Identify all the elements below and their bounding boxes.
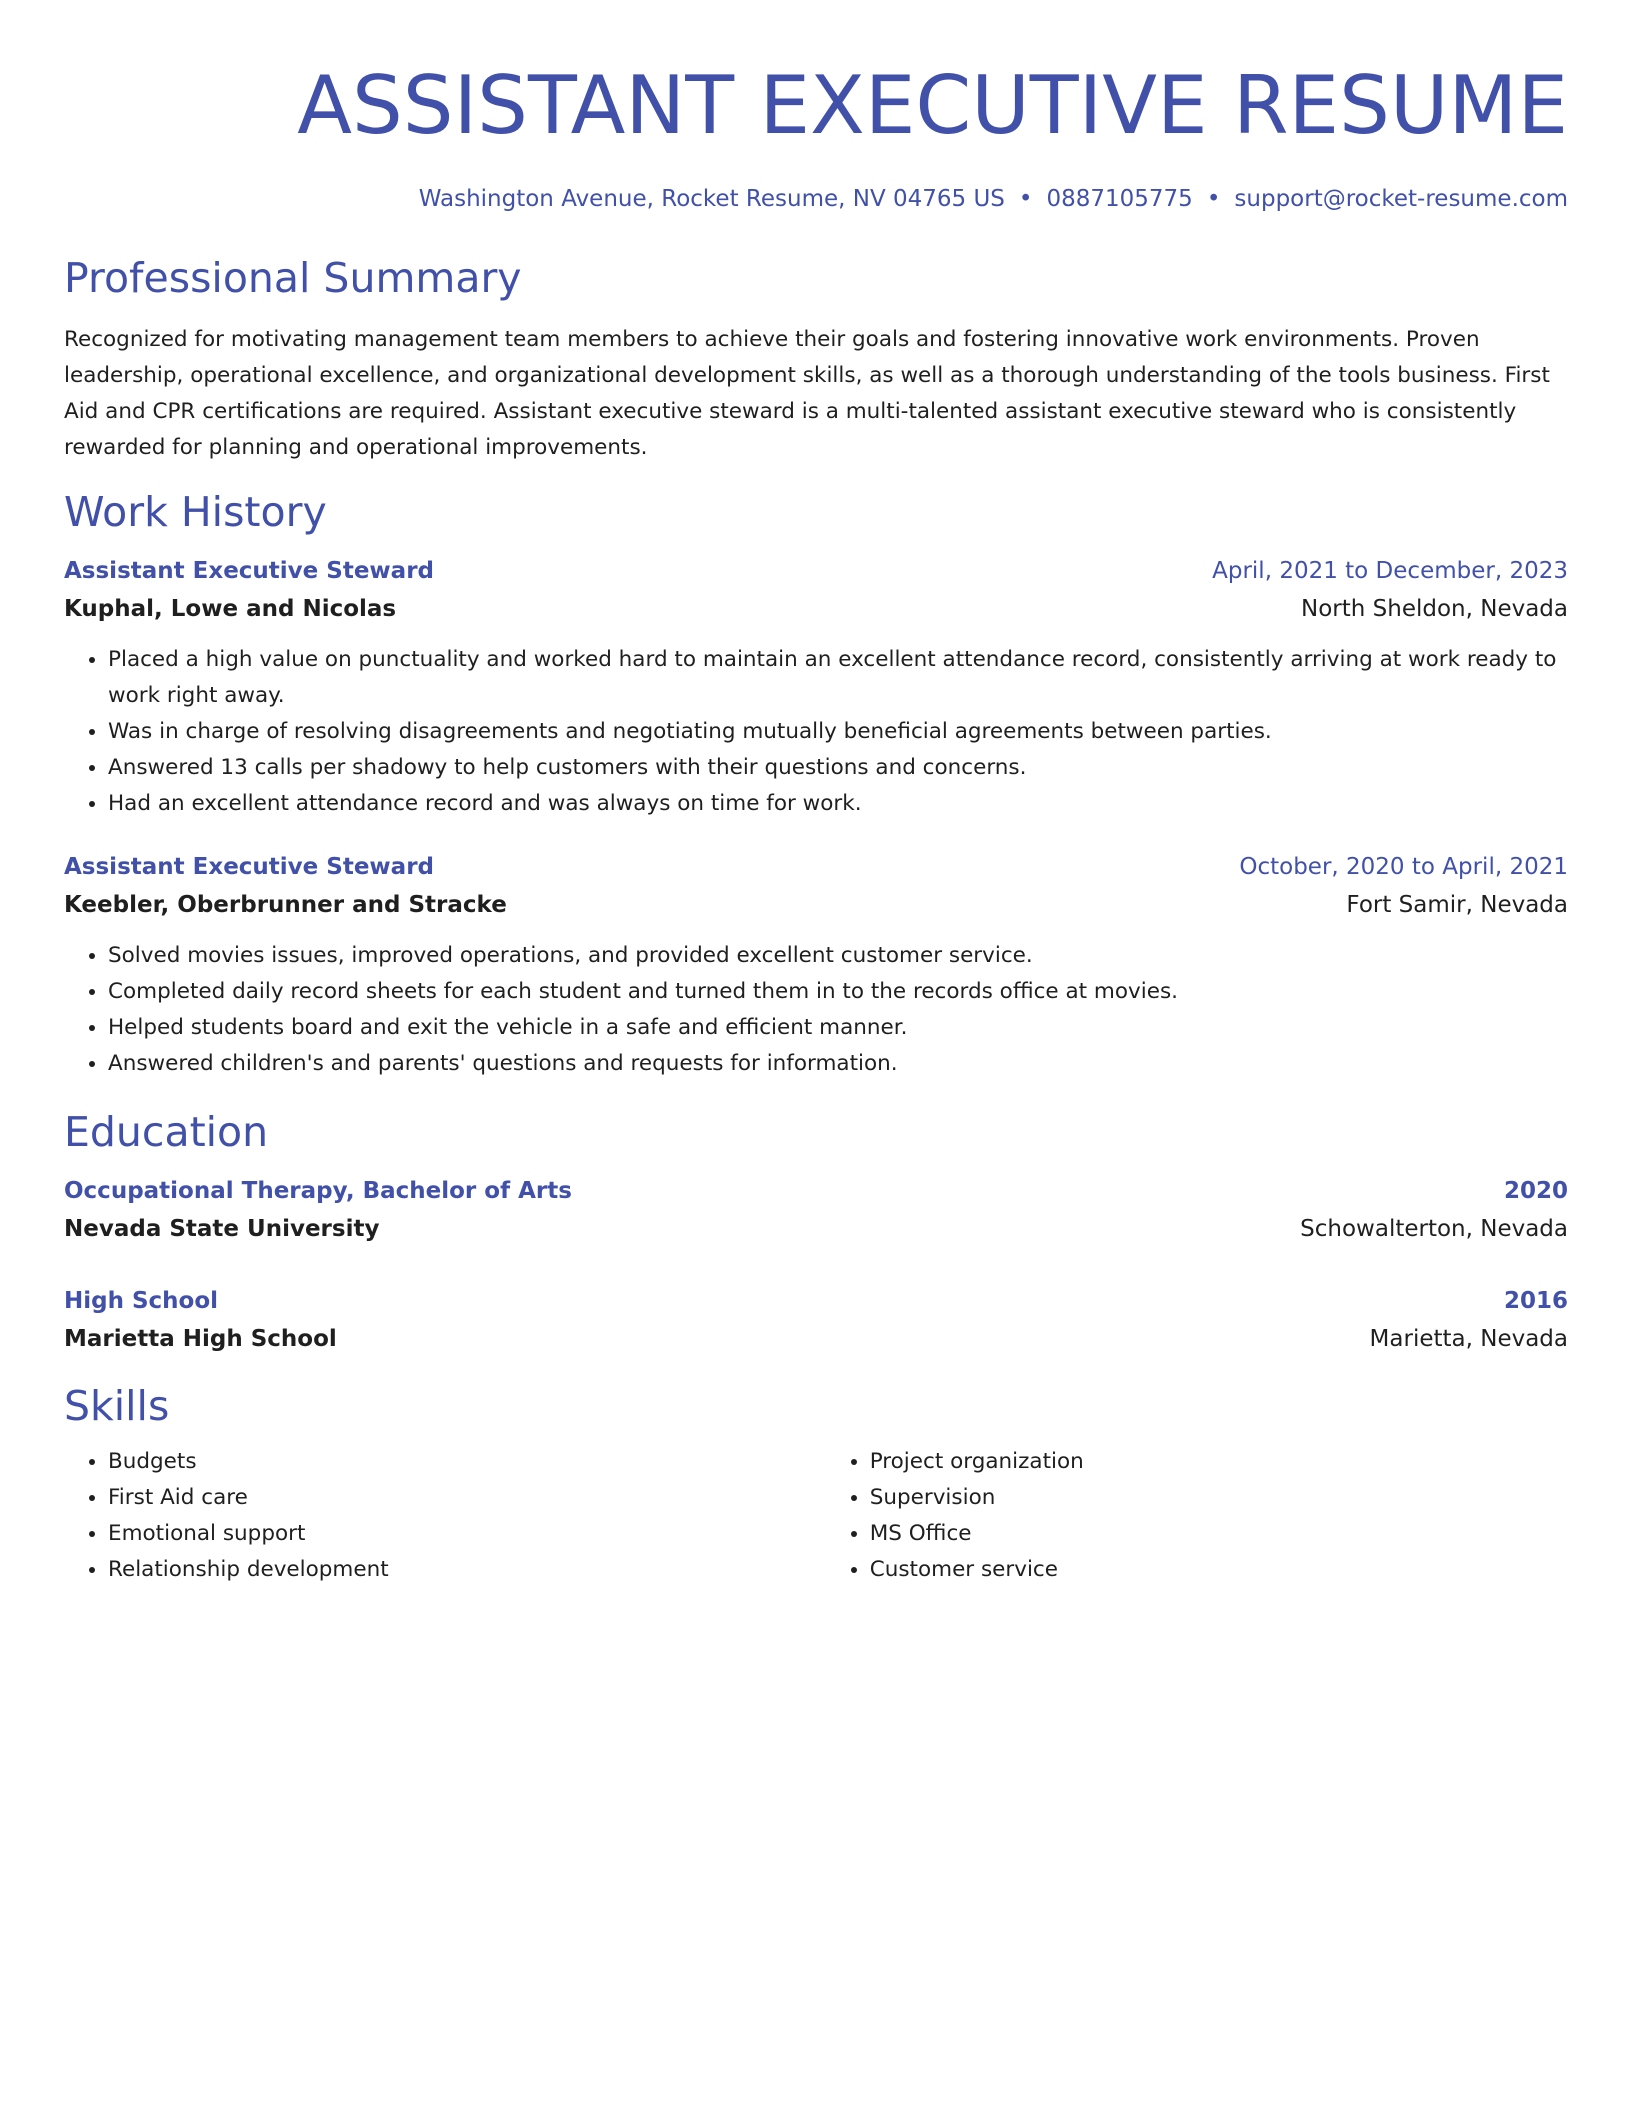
education-year: 2016 <box>1503 1288 1568 1314</box>
education-school-row <box>64 1210 1568 1248</box>
job-bullet: • Was in charge of resolving disagreements and negotiating mutually beneficial agreements between parties. <box>108 714 1568 750</box>
contact-email: support@rocket-resume.com <box>1234 186 1568 212</box>
education-school-row <box>64 1320 1568 1358</box>
job-bullet: • Had an excellent attendance record and was always on time for work. <box>108 786 1568 822</box>
skill-item: • Customer service <box>870 1552 1568 1588</box>
education-school: Marietta High School <box>64 1326 337 1352</box>
education-entry <box>64 1172 1568 1248</box>
job-dates: April, 2021 to December, 2023 <box>1212 558 1568 584</box>
job-role: Assistant Executive Steward <box>64 854 435 880</box>
job-bullets <box>64 642 1568 822</box>
work-history-heading: Work History <box>64 488 327 536</box>
contact-phone: 0887105775 <box>1046 186 1193 212</box>
job-bullet: • Answered 13 calls per shadowy to help customers with their questions and concerns. <box>108 750 1568 786</box>
job-company: Kuphal, Lowe and Nicolas <box>64 596 397 622</box>
contact-line <box>64 184 1568 214</box>
job-bullet: • Solved movies issues, improved operations, and provided excellent customer service. <box>108 938 1568 974</box>
skill-item: • Relationship development <box>108 1552 826 1588</box>
job-bullets <box>64 938 1568 1082</box>
education-entry <box>64 1282 1568 1358</box>
education-location: Marietta, Nevada <box>1369 1326 1568 1352</box>
education-school: Nevada State University <box>64 1216 380 1242</box>
job-company-row <box>64 590 1568 628</box>
skills-heading: Skills <box>64 1382 170 1430</box>
resume-title: ASSISTANT EXECUTIVE RESUME <box>297 59 1568 152</box>
skill-item: • Project organization <box>870 1444 1568 1480</box>
education-degree: Occupational Therapy, Bachelor of Arts <box>64 1178 572 1204</box>
skills-list-left <box>64 1444 826 1588</box>
job-header-row <box>64 552 1568 590</box>
education-header-row <box>64 1282 1568 1320</box>
education-degree: High School <box>64 1288 219 1314</box>
contact-separator: • <box>1206 186 1221 212</box>
job-bullet: • Helped students board and exit the vehicle in a safe and efficient manner. <box>108 1010 1568 1046</box>
skill-item: • First Aid care <box>108 1480 826 1516</box>
job-header-row <box>64 848 1568 886</box>
education-heading: Education <box>64 1108 269 1156</box>
summary-heading: Professional Summary <box>64 254 522 302</box>
job-company-row <box>64 886 1568 924</box>
job-bullet: • Answered children's and parents' questions and requests for information. <box>108 1046 1568 1082</box>
job-location: North Sheldon, Nevada <box>1301 596 1568 622</box>
job-location: Fort Samir, Nevada <box>1346 892 1568 918</box>
skill-item: • Supervision <box>870 1480 1568 1516</box>
skills-columns <box>64 1444 1568 1588</box>
job-dates: October, 2020 to April, 2021 <box>1239 854 1568 880</box>
skill-item: • Emotional support <box>108 1516 826 1552</box>
job-bullet: • Placed a high value on punctuality and worked hard to maintain an excellent attendance record, consistently arriving at work ready to work right away. <box>108 642 1568 714</box>
summary-text: Recognized for motivating management team members to achieve their goals and fostering innovative work environments. Proven leadership, operational excellence, and organizational development skills, as well as a thorough understanding of the tools business. First Aid and CPR certifications are required. Assistant executive steward is a multi-talented assistant executive steward who is consistently rewarded for planning and operational improvements. <box>64 327 1550 460</box>
job-bullet: • Completed daily record sheets for each student and turned them in to the records office at movies. <box>108 974 1568 1010</box>
education-year: 2020 <box>1503 1178 1568 1204</box>
resume-header <box>64 0 1568 214</box>
education-location: Schowalterton, Nevada <box>1300 1216 1568 1242</box>
skill-item: • MS Office <box>870 1516 1568 1552</box>
job-entry <box>64 552 1568 822</box>
job-company: Keebler, Oberbrunner and Stracke <box>64 892 507 918</box>
education-header-row <box>64 1172 1568 1210</box>
skills-list-right <box>826 1444 1568 1588</box>
job-role: Assistant Executive Steward <box>64 558 435 584</box>
job-entry <box>64 848 1568 1082</box>
resume-page <box>64 0 1568 1588</box>
skill-item: • Budgets <box>108 1444 826 1480</box>
contact-address: Washington Avenue, Rocket Resume, NV 04765 US <box>418 186 1005 212</box>
contact-separator: • <box>1018 186 1033 212</box>
